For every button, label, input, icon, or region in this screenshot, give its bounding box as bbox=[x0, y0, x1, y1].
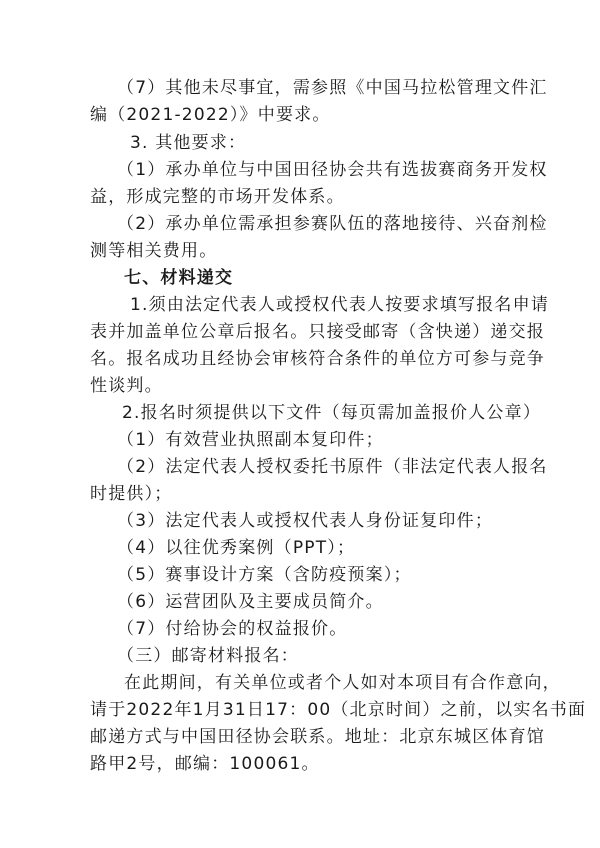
text-line: （2）承办单位需承担参赛队伍的落地接待、兴奋剂检 bbox=[117, 214, 548, 234]
text-line: 3. 其他要求： bbox=[130, 133, 247, 153]
text-line: 性谈判。 bbox=[90, 376, 163, 396]
text-line: 表并加盖单位公章后报名。只接受邮寄（含快递）递交报 bbox=[90, 322, 545, 342]
list-item: （1）有效营业执照副本复印件； bbox=[117, 430, 384, 450]
text-line: 2.报名时须提供以下文件（每页需加盖报价人公章） bbox=[122, 403, 542, 423]
section-heading: 七、材料递交 bbox=[124, 268, 234, 288]
text-line: （1）承办单位与中国田径协会共有选拔赛商务开发权 bbox=[117, 160, 548, 180]
text-line: 路甲2号，邮编：100061。 bbox=[90, 754, 320, 774]
list-item: （7）付给协会的权益报价。 bbox=[117, 619, 348, 639]
text-line: 测等相关费用。 bbox=[90, 241, 218, 261]
text-line: 请于2022年1月31日17：00（北京时间）之前，以实名书面 bbox=[90, 700, 587, 720]
text-line: 1.须由法定代表人或授权代表人按要求填写报名申请 bbox=[130, 295, 550, 315]
text-line: 在此期间，有关单位或者个人如对本项目有合作意向， bbox=[124, 673, 561, 693]
text-line: 名。报名成功且经协会审核符合条件的单位方可参与竞争 bbox=[90, 349, 545, 369]
text-line: 时提供）； bbox=[90, 484, 173, 504]
list-item: （3）法定代表人或授权代表人身份证复印件； bbox=[117, 511, 494, 531]
list-item: （2）法定代表人授权委托书原件（非法定代表人报名 bbox=[117, 457, 548, 477]
subsection-heading: （三）邮寄材料报名： bbox=[117, 646, 299, 666]
text-line: 益，形成完整的市场开发体系。 bbox=[90, 187, 345, 207]
list-item: （5）赛事设计方案（含防疫预案）； bbox=[117, 565, 412, 585]
text-line: 编（2021-2022）》中要求。 bbox=[90, 105, 331, 125]
text-line: （7）其他未尽事宜，需参照《中国马拉松管理文件汇 bbox=[117, 78, 548, 98]
text-line: 邮递方式与中国田径协会联系。地址：北京东城区体育馆 bbox=[90, 727, 545, 747]
list-item: （6）运营团队及主要成员简介。 bbox=[117, 592, 384, 612]
list-item: （4）以往优秀案例（PPT）； bbox=[117, 538, 356, 558]
